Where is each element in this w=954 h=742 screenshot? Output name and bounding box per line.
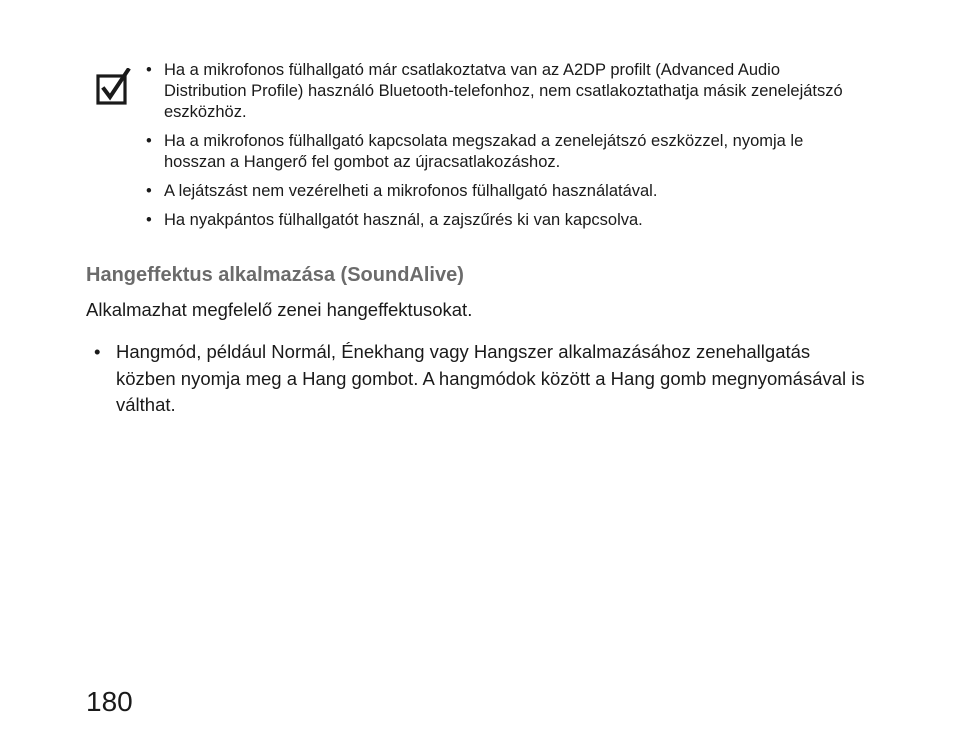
- note-item: [146, 60, 866, 123]
- note-checkbox-icon: [96, 68, 132, 106]
- note-item-text: Ha a mikrofonos fülhallgató már csatlakoztatva van az A2DP profilt (Advanced Audio Distribution Profile) használó Bluetooth-telefonhoz, nem csatlakoztathatja másik zenelejátszó eszközhöz.: [164, 61, 843, 121]
- section-heading: Hangeffektus alkalmazása (SoundAlive): [86, 264, 464, 286]
- note-item: [146, 210, 866, 231]
- bullet: •: [146, 132, 152, 150]
- section-list: [94, 339, 874, 419]
- note-list: [146, 60, 866, 239]
- bullet: •: [146, 182, 152, 200]
- note-item: [146, 131, 866, 173]
- bullet: •: [146, 61, 152, 79]
- bullet: •: [94, 341, 101, 362]
- page-number: 180: [86, 686, 133, 717]
- note-item-text: Ha a mikrofonos fülhallgató kapcsolata megszakad a zenelejátszó eszközzel, nyomja le hosszan a Hangerő fel gombot az újracsatlakozáshoz.: [164, 132, 804, 171]
- bullet: •: [146, 211, 152, 229]
- note-item: [146, 181, 866, 202]
- note-item-text: A lejátszást nem vezérelheti a mikrofonos fülhallgató használatával.: [164, 182, 658, 200]
- note-item-text: Ha nyakpántos fülhallgatót használ, a zajszűrés ki van kapcsolva.: [164, 211, 643, 229]
- list-item-text: Hangmód, például Normál, Énekhang vagy Hangszer alkalmazásához zenehallgatás közben nyomja meg a Hang gombot. A hangmódok között a Hang gomb megnyomásával is válthat.: [116, 341, 865, 415]
- list-item: [94, 339, 874, 419]
- section-intro: Alkalmazhat megfelelő zenei hangeffektusokat.: [86, 299, 473, 320]
